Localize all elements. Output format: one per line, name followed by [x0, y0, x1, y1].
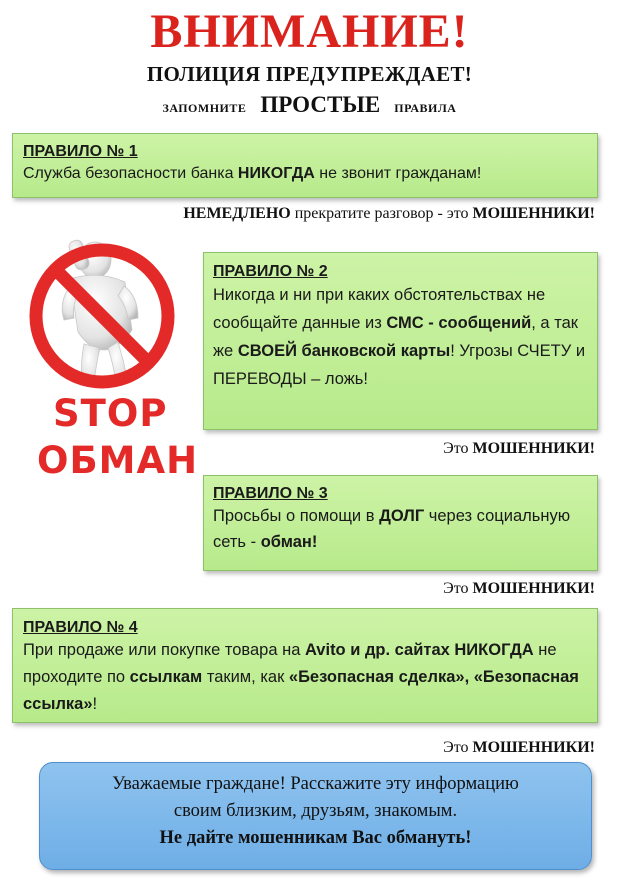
- warning-1-text: прекратите разговор - это: [290, 205, 473, 222]
- rule-2-text: [213, 281, 588, 393]
- rule-4-text-strong: Avito и др. сайтах НИКОГДА: [305, 641, 534, 659]
- rules-tagline-post: ПРАВИЛА: [394, 101, 457, 115]
- appeal-box: [39, 762, 592, 870]
- rule-3-heading: ПРАВИЛО № 3: [213, 485, 328, 502]
- rule-2-text-part: Никогда и ни при каких обстоятельствах не сообщайте данные из: [213, 286, 546, 332]
- warning-3: [443, 580, 595, 598]
- rule-4-text: [23, 637, 587, 718]
- rule-1-box: [12, 133, 598, 198]
- rule-4-text-part: таким, как: [202, 668, 289, 686]
- rule-1-text-part: Служба безопасности банка: [23, 165, 238, 182]
- rule-4-text-strong: ссылкам: [129, 668, 203, 686]
- rules-tagline-pre: ЗАПОМНИТЕ: [162, 101, 247, 115]
- warning-2: [443, 440, 595, 458]
- rule-2-text-strong: СМС - сообщений: [386, 314, 532, 332]
- rule-1-heading: ПРАВИЛО № 1: [23, 143, 138, 160]
- rule-1-text-part: не звонит гражданам!: [314, 165, 482, 182]
- rule-3-text-strong: ДОЛГ: [379, 507, 425, 525]
- rule-2-text-part: ! Угрозы СЧЕТУ и ПЕРЕВОДЫ – ложь!: [213, 342, 586, 388]
- rule-3-text-strong: обман!: [260, 533, 318, 551]
- warning-2-strong: МОШЕННИКИ!: [472, 440, 595, 457]
- warning-1-strong: НЕМЕДЛЕНО: [183, 205, 291, 222]
- rule-2-box: [203, 252, 598, 430]
- warning-1-strong: МОШЕННИКИ!: [472, 205, 595, 222]
- warning-3-strong: МОШЕННИКИ!: [472, 580, 595, 597]
- appeal-line-1: Уважаемые граждане! Расскажите эту информацию: [112, 774, 519, 794]
- rule-4-text-part: не проходите по: [23, 641, 557, 686]
- rule-4-box: [12, 608, 598, 723]
- warning-4-strong: МОШЕННИКИ!: [472, 739, 595, 756]
- appeal-line-3: Не дайте мошенникам Вас обмануть!: [159, 828, 472, 848]
- rule-2-text-strong: СВОЕЙ банковской карты: [237, 342, 451, 360]
- obman-word: ОБМАН: [37, 439, 199, 482]
- rule-4-text-strong: «Безопасная сделка», «Безопасная ссылка»: [23, 668, 579, 713]
- rule-3-text-part: через социальную сеть -: [213, 507, 571, 551]
- page-subtitle: ПОЛИЦИЯ ПРЕДУПРЕЖДАЕТ!: [146, 62, 473, 86]
- rule-3-text-part: Просьбы о помощи в: [213, 507, 380, 525]
- rule-2-heading: ПРАВИЛО № 2: [213, 263, 328, 280]
- stop-obman-label: [37, 390, 199, 484]
- appeal-line-2: своим близким, друзьям, знакомым.: [173, 801, 458, 821]
- warning-2-text: Это: [443, 440, 473, 457]
- rules-tagline-main: ПРОСТЫЕ: [260, 92, 381, 117]
- rule-3-box: [203, 475, 598, 571]
- page-title: ВНИМАНИЕ!: [150, 5, 469, 58]
- rule-4-heading: ПРАВИЛО № 4: [23, 619, 138, 636]
- warning-3-text: Это: [443, 580, 473, 597]
- rule-1-text-strong: НИКОГДА: [237, 165, 315, 182]
- rule-3-text: [213, 503, 588, 555]
- rule-1-text: [23, 161, 587, 187]
- warning-4-text: Это: [443, 739, 473, 756]
- rule-2-text-part: , а так же: [213, 314, 578, 360]
- rule-4-text-part: !: [92, 695, 98, 713]
- warning-1: [183, 205, 595, 223]
- warning-4: [443, 739, 595, 757]
- rule-4-text-part: При продаже или покупке товара на: [23, 641, 305, 659]
- stop-word: STOP: [53, 392, 168, 435]
- rules-tagline: [0, 92, 619, 118]
